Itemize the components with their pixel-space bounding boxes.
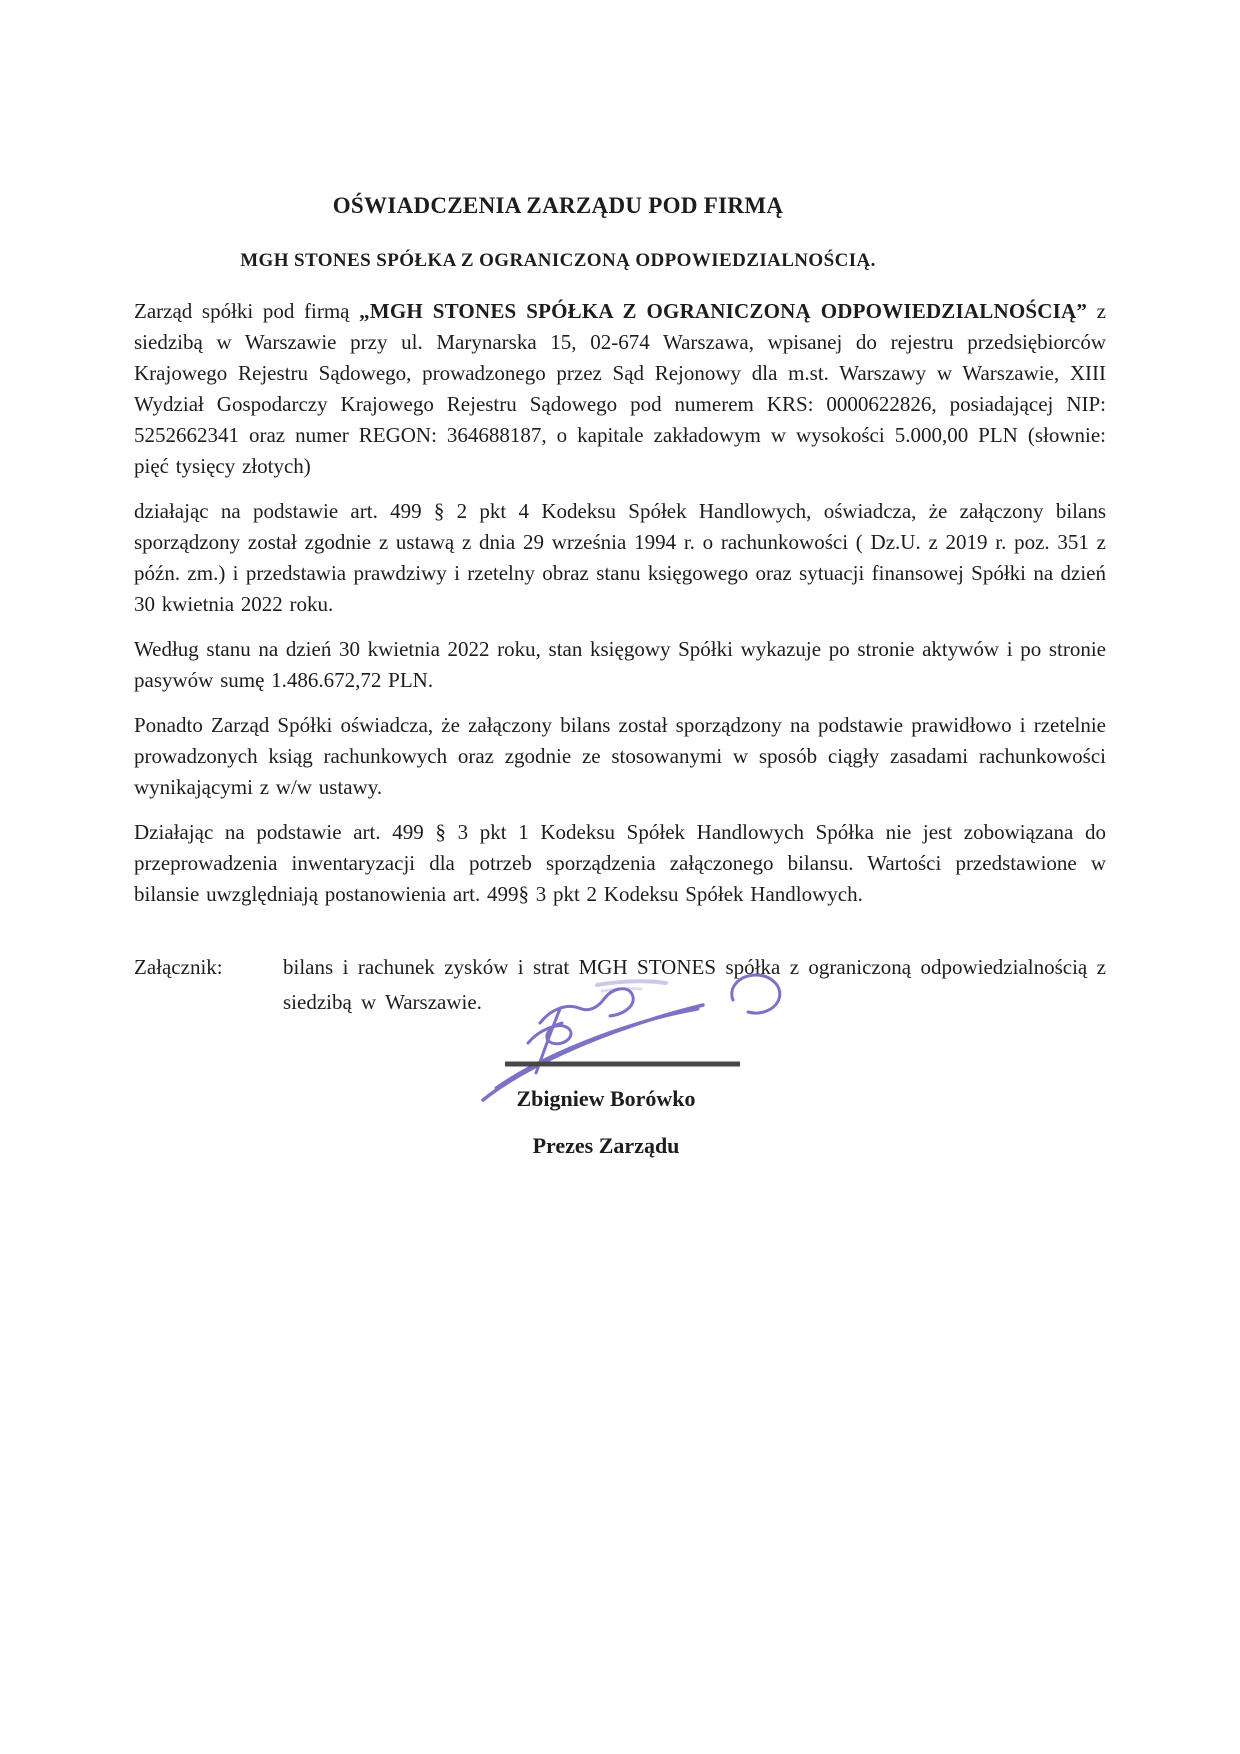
signatory-block (120, 1087, 1092, 1158)
paragraph (134, 817, 1106, 910)
document-paragraphs (134, 296, 1106, 910)
signature-circle-flourish (732, 975, 780, 1013)
company-name-heading: MGH STONES SPÓŁKA Z OGRANICZONĄ ODPOWIEDZIALNOŚCIĄ. (240, 250, 876, 272)
paragraph-text: działając na podstawie art. 499 § 2 pkt 4 Kodeksu Spółek Handlowych, oświadcza, że załączony bilans sporządzony został zgodnie z ustawą z dnia 29 września 1994 r. o rachunkowości ( Dz.U. z 2019 r. poz. 351 z późn. zm.) i przedstawia prawdziwy i rzetelny obraz stanu księgowego oraz sytuacji finansowej Spółki na dzień 30 kwietnia 2022 roku. (134, 499, 1106, 617)
paragraph (134, 296, 1106, 482)
paragraph-text: Ponadto Zarząd Spółki oświadcza, że załączony bilans został sporządzony na podstawie prawidłowo i rzetelnie prowadzonych ksiąg rachunkowych oraz zgodnie ze stosowanymi w sposób ciągły zasadami rachunkowości wynikającymi z w/w ustawy. (134, 713, 1106, 800)
signature-curl-stroke (540, 999, 604, 1023)
paragraph (134, 634, 1106, 696)
paragraph-text: Według stanu na dzień 30 kwietnia 2022 roku, stan księgowy Spółki wykazuje po stronie aktywów i po stronie pasywów sumę 1.486.672,72 PLN. (134, 637, 1106, 693)
document-title: OŚWIADCZENIA ZARZĄDU POD FIRMĄ (332, 193, 784, 218)
signatory-title: Prezes Zarządu (532, 1133, 680, 1159)
signature-smudge-stroke (597, 981, 666, 985)
document-header (72, 193, 1044, 272)
paragraph (134, 710, 1106, 803)
paragraph (134, 496, 1106, 620)
signature-sweep-stroke (496, 1009, 698, 1088)
company-name-bold: „MGH STONES SPÓŁKA Z OGRANICZONĄ ODPOWIEDZIALNOŚCIĄ” (359, 299, 1088, 324)
signature-curl-stroke (604, 989, 633, 1016)
paragraph-text: Działając na podstawie art. 499 § 3 pkt 1 Kodeksu Spółek Handlowych Spółka nie jest zobowiązana do przeprowadzenia inwentaryzacji dla potrzeb sporządzenia załączonego bilansu. Wartości przedstawione w bilansie uwzględniają postanowienia art. 499§ 3 pkt 2 Kodeksu Spółek Handlowych. (134, 820, 1106, 907)
attachment-text: bilans i rachunek zysków i strat MGH STONES spółka z ograniczoną odpowiedzialnością z siedzibą w Warszawie. (283, 955, 1106, 1015)
paragraph-text: z siedzibą w Warszawie przy ul. Marynarska 15, 02-674 Warszawa, wpisanej do rejestru przedsiębiorców Krajowego Rejestru Sądowego, prowadzonego przez Sąd Rejonowy dla m.st. Warszawy w Warszawie, XIII Wydział Gospodarczy Krajowego Rejestru Sądowego pod numerem KRS: 0000622826, posiadającej NIP: 5252662341 oraz numer REGON: 364688187, o kapitale zakładowym w wysokości 5.000,00 PLN (słownie: pięć tysięcy złotych) (134, 299, 1106, 479)
signatory-name: Zbigniew Borówko (516, 1086, 696, 1111)
paragraph-text: Zarząd spółki pod firmą (134, 299, 360, 324)
attachment-label: Załącznik: (134, 955, 223, 980)
